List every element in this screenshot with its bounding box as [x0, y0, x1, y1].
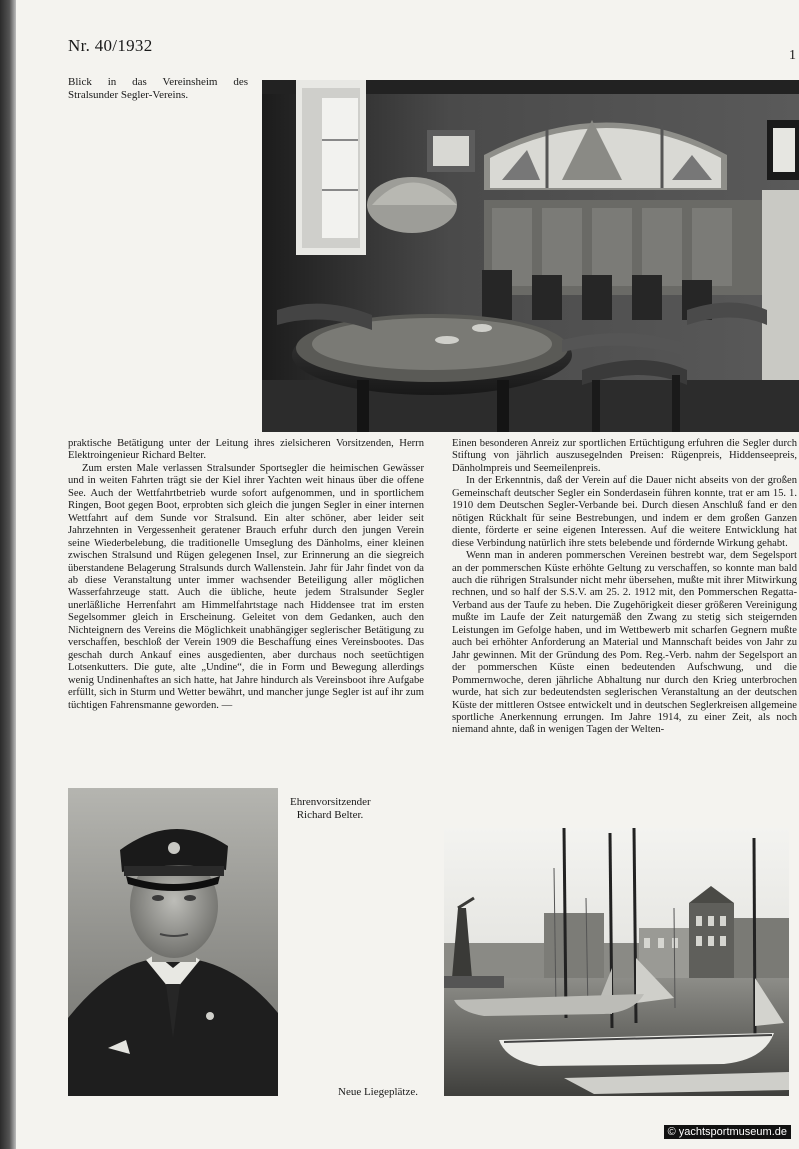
portrait-caption	[290, 796, 370, 822]
portrait-photo	[68, 788, 278, 1096]
harbor-caption: Neue Liegeplätze.	[338, 1086, 419, 1098]
clubhouse-photo	[262, 80, 799, 432]
paragraph: Wenn man in anderen pommerschen Vereinen bestrebt war, dem Segelsport an der pommerschen Küste erhöhte Geltung zu verschaffen, so konnte man bald auch die rührigen Stralsunder nicht mehr übersehen, mußte mit ihrer Mitwirkung rechnen, und so half der S.S.V. am 25. 2. 1912 mit, den Pommerschen Regatta-Verband aus der Taufe zu heben. Die Zugehörigkeit dieser größeren Vereinigung mußte im Laufe der Zeit naturgemäß den Zwang zu stetig sich steigernden Leistungen im Gefolge haben, und im Wettbewerb mit scharfen Gegnern mußte auch bei erhöhter Anforderung an Material und Mannschaft beides von Jahr zu Jahr gewinnen. Mit der Gründung des Pom. Reg.-Verb. nahm der Segelsport an der pommerschen Küste einen bedeutenden Aufschwung, und die Pommernwoche, deren jährliche Abhaltung nur durch den Krieg unterbrochen wurde, hat sich zur bedeutendsten seglerischen Veranstaltung an der deutschen Küste der mittleren Ostsee entwickelt und in deutschen Seglerkreisen allgemeine sportliche Anerkennung errungen. Im Jahre 1914, zu einer Zeit, als noch niemand ahnte, daß in wenigen Tagen der Welten-	[452, 550, 797, 736]
page-number: 1	[789, 48, 796, 63]
clubhouse-caption: Blick in das Vereinsheim des Stralsunder Segler-Vereins.	[68, 76, 248, 101]
watermark: © yachtsportmuseum.de	[664, 1125, 791, 1139]
paragraph: In der Erkenntnis, daß der Verein auf die Dauer nicht abseits von der großen Gemeinschaft deutscher Segler ein Sonderdasein führen konnte, trat er am 15. 1. 1910 dem Deutschen Segler-Verbande bei. Durch diesen Anschluß fand er den nötigen Rückhalt für seine Bestrebungen, und indem er dem großen Ganzen diente, förderte er seine eigenen Interessen. Auf die weitere Entwicklung hat diese Verbindung natürlich ihre stets belebende und fördernde Wirkung gehabt.	[452, 475, 797, 549]
article-left-column	[68, 438, 424, 712]
paragraph: praktische Betätigung unter der Leitung ihres zielsicheren Vorsitzenden, Herrn Elektroingenieur Richard Belter.	[68, 438, 424, 462]
harbor-photo	[444, 828, 789, 1096]
portrait-caption-line1: Ehrenvorsitzender	[290, 796, 371, 808]
binding-edge	[0, 0, 16, 1149]
paragraph: Zum ersten Male verlassen Stralsunder Sportsegler die heimischen Gewässer und in weiten Fahrten trägt sie der Kiel ihrer Yachten weit hinaus über die offene See. Auch der Wettfahrtbetrieb wurde sofort aufgenommen, und in sportlichem Ringen, Boot gegen Boot, erprobten sich gleich die jungen Segler in einer internen Wettfahrt auf dem Sunde vor Stralsund. Ein alter schöner, aber leider seit Jahrzehnten in Vergessenheit geratener Brauch erfuhr durch den jungen Verein seine Wiederbelebung, die traditionelle Umseglung des Dänholms, einer kleinen zwischen Stralsund und Rügen gelegenen Insel, zur Erinnerung an die siegreich überstandene Belagerung Stralsunds durch Wallenstein. Jahr für Jahr findet von da ab diese Veranstaltung unter immer wachsender Beteiligung aller möglichen Wasserfahrzeuge statt. Auch die übliche, heute jedem Stralsunder Segler unerläßliche Herrenfahrt am Himmelfahrtstage nach Hiddensee trat im ersten Segelsommer gleich in Erscheinung. Geleitet von dem Gedanken, auch den Nichteignern des Vereins die Möglichkeit unabhängiger seglerischer Betätigung zu verschaffen, beschloß der Verein 1909 die Beschaffung eines Vereinsbootes. Das geschah durch Ankauf eines ausgedienten, aber durchaus noch seetüchtigen Lotsenkutters. Die gute, alte „Undine“, die in Form und Bewegung allerdings wenig Undinenhaftes an sich hatte, hat Jahre hindurch als Vereinsboot ihre Aufgabe erfüllt, sich in Sturm und Wetter bewährt, und mancher junge Segler ist auf ihr zum tüchtigen Fahrensmanne geworden. —	[68, 462, 424, 711]
paragraph: Einen besonderen Anreiz zur sportlichen Ertüchtigung erfuhren die Segler durch Stiftung von jährlich auszusegelnden Preisen: Rügenpreis, Hiddenseepreis, Dänholmpreis und Seemeilenpreis.	[452, 438, 797, 474]
issue-number: Nr. 40/1932	[68, 36, 153, 55]
portrait-caption-line2: Richard Belter.	[296, 809, 364, 821]
article-right-column	[452, 438, 797, 737]
